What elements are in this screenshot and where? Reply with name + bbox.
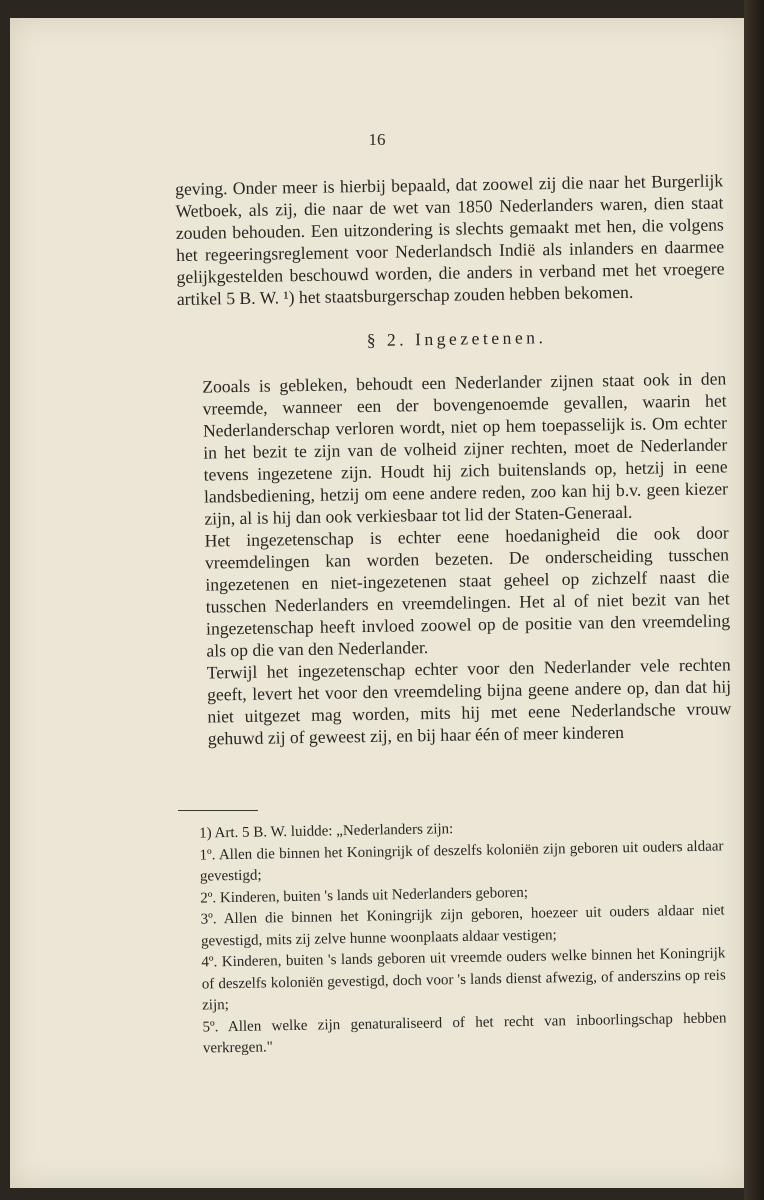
paragraph-1: Zooals is gebleken, behoudt een Nederlander zijnen staat ook in den vreemde, wanneer een der bovengenoemde gevallen, waarin het Nederlanderschap verloren wordt, niet op hem toepasselijk is. Om echter in het bezit te zijn van de volheid zijner rechten, moet de Nederlander tevens ingezetene zijn. Houdt hij zich buitenslands op, hetzij in eene landsbediening, hetzij om eene andere reden, zoo kan hij b.v. geen kiezer zijn, al is hij dan ook verkiesbaar tot lid der Staten-Generaal. — [202, 368, 729, 529]
footnote-item: 5º. Allen welke zijn genaturaliseerd of het recht van inboorlingschap hebben verkregen." — [202, 1009, 727, 1057]
footnotes — [175, 814, 727, 1060]
main-text — [175, 169, 732, 750]
footnote-divider — [178, 810, 258, 811]
footnote-intro: 1) Art. 5 B. W. luidde: „Nederlanders zijn: — [199, 821, 454, 842]
page-number: 16 — [368, 130, 386, 149]
footnote-item: 1º. Allen die binnen het Koningrijk of deszelfs koloniën zijn geboren uit ouders aldaar gevestigd; — [199, 837, 724, 885]
book-page — [10, 18, 744, 1188]
footnote-item: 4º. Kinderen, buiten 's lands geboren uit vreemde ouders welke binnen het Koningrijk of deszelfs koloniën gevestigd, doch voor 's lands dienst afwezig, of anderszins op reis zijn; — [201, 945, 726, 1014]
footnote-item: 3º. Allen die binnen het Koningrijk zijn geboren, hoezeer uit ouders aldaar niet gevestigd, mits zij zelve hunne woonplaats aldaar vestigen; — [200, 902, 725, 950]
book-edge — [744, 0, 764, 1200]
paragraph-top: geving. Onder meer is hierbij bepaald, dat zoowel zij die naar het Burgerlijk Wetboek, als zij, die naar de wet van 1850 Nederlanders waren, dien staat zouden behouden. Een uitzondering is slechts gemaakt met hen, die volgens het regeeringsreglement voor Nederlandsch Indië als inlanders en daarmee gelijkgestelden beschouwd worden, die anders in verband met het vroegere artikel 5 B. W. ¹) het staatsburgerschap zouden hebben bekomen. — [175, 170, 725, 309]
section-heading: § 2. Ingezetenen. — [366, 327, 547, 351]
paragraph-2: Het ingezetenschap is echter eene hoedanigheid die ook door vreemdelingen kan worden bezeten. De onderscheiding tusschen ingezetenen en niet-ingezetenen staat geheel op zichzelf naast die tusschen Nederlanders en vreemdelingen. Het al of niet bezit van het ingezetenschap heeft invloed zoowel op de positie van den vreemdeling als op die van den Nederlander. — [204, 522, 731, 661]
footnote-item: 2º. Kinderen, buiten 's lands uit Nederlanders geboren; — [200, 884, 529, 907]
paragraph-3: Terwijl het ingezetenschap echter voor den Nederlander vele rechten geeft, levert het voor den vreemdeling bijna geene andere op, dan dat hij niet uitgezet mag worden, mits hij met eene Nederlandsche vrouw gehuwd zij of geweest zij, en bij haar één of meer kinderen — [206, 654, 732, 749]
